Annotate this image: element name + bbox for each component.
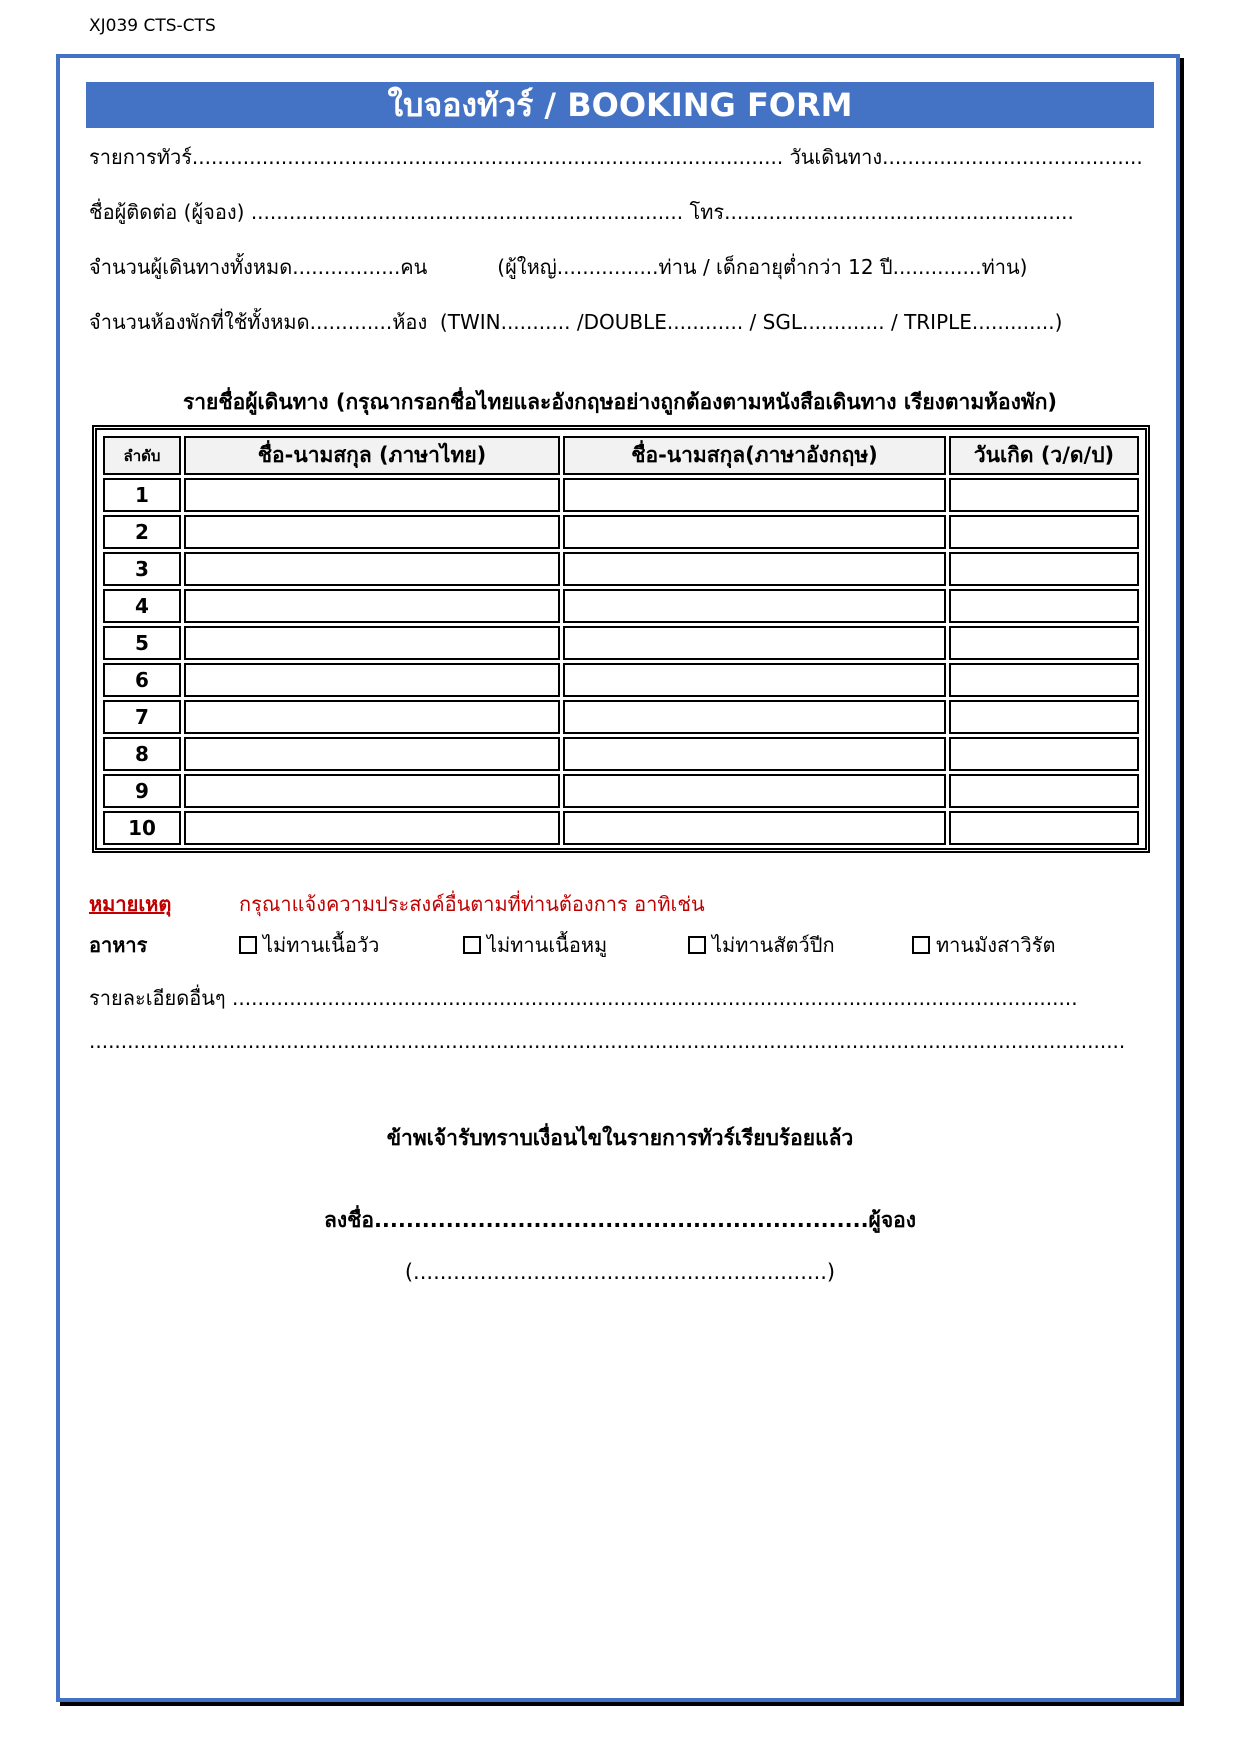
table-row [103, 589, 1139, 623]
food-option-no-pork[interactable]: ไม่ทานเนื้อหมู [463, 929, 607, 961]
birthdate-cell[interactable] [949, 515, 1139, 549]
thai-name-cell[interactable] [184, 515, 560, 549]
other-details-field[interactable]: รายละเอียดอื่นๆ ..................................................................................................................................... [89, 986, 1078, 1010]
checkbox-icon[interactable] [688, 936, 706, 954]
row-number: 6 [103, 663, 181, 697]
table-row [103, 663, 1139, 697]
english-name-cell[interactable] [563, 700, 946, 734]
table-header-row [103, 436, 1139, 475]
traveller-table [92, 425, 1150, 853]
acknowledgement-text: ข้าพเจ้ารับทราบเงื่อนไขในรายการทัวร์เรียบร้อยแล้ว [386, 1126, 854, 1150]
row-number: 9 [103, 774, 181, 808]
birthdate-cell[interactable] [949, 663, 1139, 697]
thai-name-cell[interactable] [184, 811, 560, 845]
table-row [103, 700, 1139, 734]
thai-name-cell[interactable] [184, 626, 560, 660]
food-option-no-beef[interactable]: ไม่ทานเนื้อวัว [239, 929, 379, 961]
table-row [103, 515, 1139, 549]
food-option-no-poultry[interactable]: ไม่ทานสัตว์ปีก [688, 929, 835, 961]
rooms-count-field[interactable]: จำนวนห้องพักที่ใช้ทั้งหมด.............ห้อง (TWIN........... /DOUBLE............ / SGL............. / TRIPLE.............) [89, 310, 1063, 334]
table-row [103, 811, 1139, 845]
note-text: กรุณาแจ้งความประสงค์อื่นตามที่ท่านต้องการ อาทิเช่น [239, 892, 705, 916]
row-number: 8 [103, 737, 181, 771]
contact-field[interactable]: ชื่อผู้ติดต่อ (ผู้จอง) .................................................................... โทร....................................................... [89, 200, 1074, 224]
thai-name-cell[interactable] [184, 737, 560, 771]
food-option-vegetarian[interactable]: ทานมังสาวิรัต [912, 929, 1055, 961]
english-name-cell[interactable] [563, 774, 946, 808]
form-title: ใบจองทัวร์ / BOOKING FORM [86, 82, 1154, 128]
english-name-cell[interactable] [563, 478, 946, 512]
checkbox-icon[interactable] [239, 936, 257, 954]
thai-name-cell[interactable] [184, 774, 560, 808]
birthdate-cell[interactable] [949, 737, 1139, 771]
signature-name-line[interactable]: (..............................................................) [404, 1260, 836, 1284]
col-header-number: ลำดับ [103, 436, 181, 475]
row-number: 5 [103, 626, 181, 660]
checkbox-icon[interactable] [912, 936, 930, 954]
thai-name-cell[interactable] [184, 700, 560, 734]
row-number: 3 [103, 552, 181, 586]
checkbox-icon[interactable] [463, 936, 481, 954]
other-details-field-2[interactable]: ................................................................................................................................................................... [89, 1029, 1126, 1053]
table-row [103, 552, 1139, 586]
english-name-cell[interactable] [563, 663, 946, 697]
row-number: 7 [103, 700, 181, 734]
english-name-cell[interactable] [563, 552, 946, 586]
tour-name-field[interactable]: รายการทัวร์............................................................................................. วันเดินทาง......................................... [89, 145, 1143, 169]
birthdate-cell[interactable] [949, 589, 1139, 623]
row-number: 2 [103, 515, 181, 549]
thai-name-cell[interactable] [184, 478, 560, 512]
birthdate-cell[interactable] [949, 700, 1139, 734]
travellers-count-field[interactable]: จำนวนผู้เดินทางทั้งหมด.................คน (ผู้ใหญ่................ท่าน / เด็กอายุต่ำกว่า 12 ปี..............ท่าน) [89, 255, 1028, 279]
food-label: อาหาร [89, 933, 148, 957]
birthdate-cell[interactable] [949, 552, 1139, 586]
birthdate-cell[interactable] [949, 774, 1139, 808]
english-name-cell[interactable] [563, 589, 946, 623]
document-code: XJ039 CTS-CTS [89, 16, 216, 36]
row-number: 10 [103, 811, 181, 845]
row-number: 1 [103, 478, 181, 512]
note-label: หมายเหตุ [89, 892, 172, 916]
table-row [103, 626, 1139, 660]
birthdate-cell[interactable] [949, 626, 1139, 660]
signature-line[interactable]: ลงชื่อ..............................................................ผู้จอง [323, 1208, 917, 1232]
table-row [103, 737, 1139, 771]
col-header-thai-name: ชื่อ-นามสกุล (ภาษาไทย) [184, 436, 560, 475]
english-name-cell[interactable] [563, 811, 946, 845]
birthdate-cell[interactable] [949, 478, 1139, 512]
birthdate-cell[interactable] [949, 811, 1139, 845]
thai-name-cell[interactable] [184, 663, 560, 697]
english-name-cell[interactable] [563, 737, 946, 771]
col-header-birthdate: วันเกิด (ว/ด/ป) [949, 436, 1139, 475]
thai-name-cell[interactable] [184, 552, 560, 586]
english-name-cell[interactable] [563, 515, 946, 549]
col-header-english-name: ชื่อ-นามสกุล(ภาษาอังกฤษ) [563, 436, 946, 475]
table-row [103, 478, 1139, 512]
row-number: 4 [103, 589, 181, 623]
english-name-cell[interactable] [563, 626, 946, 660]
traveller-list-title: รายชื่อผู้เดินทาง (กรุณากรอกชื่อไทยและอังกฤษอย่างถูกต้องตามหนังสือเดินทาง เรียงตามห้องพัก) [182, 390, 1058, 414]
thai-name-cell[interactable] [184, 589, 560, 623]
page-frame [56, 54, 1180, 1702]
table-row [103, 774, 1139, 808]
